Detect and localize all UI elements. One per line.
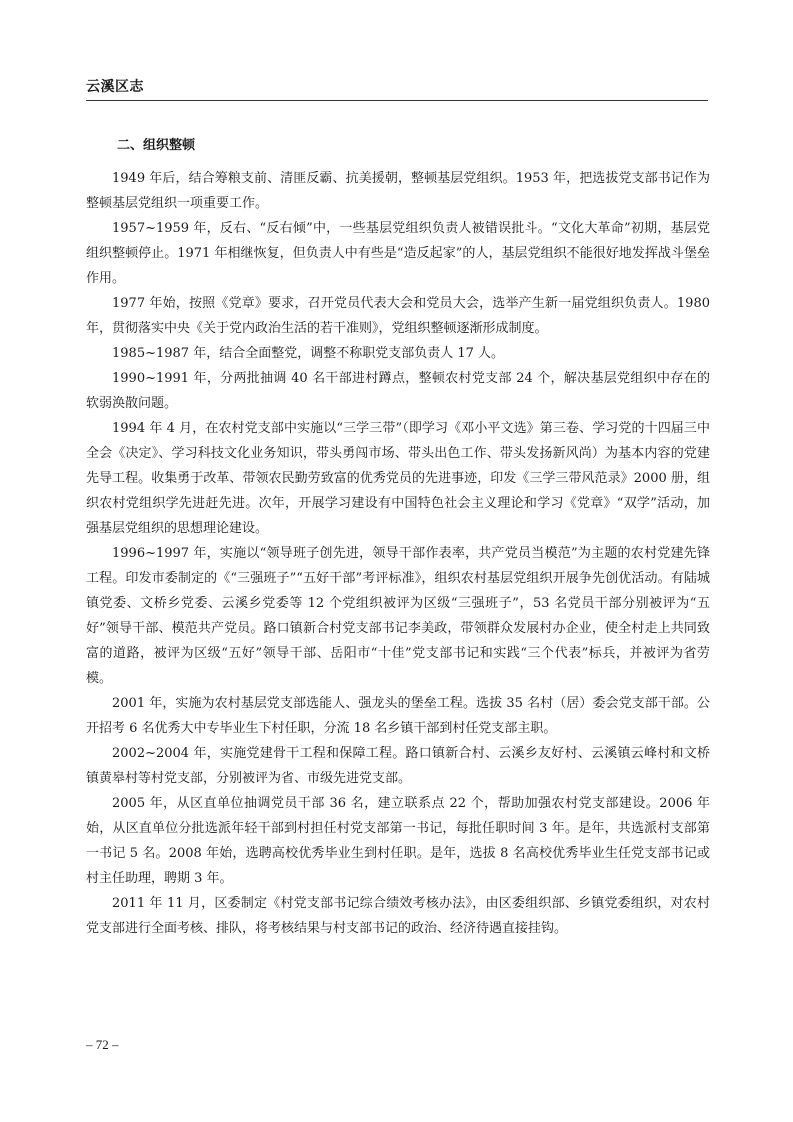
paragraph: 1949 年后，结合筹粮支前、清匪反霸、抗美援朝，整顿基层党组织。1953 年，把选拔党支部书记作为整顿基层党组织一项重要工作。: [86, 171, 710, 211]
paragraph: 2005 年，从区直单位抽调党员干部 36 名，建立联系点 22 个，帮助加强农村党支部建设。2006 年始，从区直单位分批选派年轻干部到村担任村党支部第一书记，每批任职时间 3 年。是年，共选派村支部第一书记 5 名。2008 年始，选聘高校优秀毕业生到村任职。是年，选拔 8 名高校优秀毕业生任党支部书记或村主任助理，聘期 3 年。: [86, 796, 710, 886]
paragraph: 1957~1959 年，反右、“反右倾”中，一些基层党组织负责人被错误批斗。“文化大革命”初期，基层党组织整顿停止。1971 年相继恢复，但负责人中有些是“造反起家”的人，基层党组织不能很好地发挥战斗堡垒作用。: [86, 221, 710, 286]
paragraph: 1977 年始，按照《党章》要求，召开党员代表大会和党员大会，选举产生新一届党组织负责人。1980 年，贯彻落实中央《关于党内政治生活的若干准则》，党组织整顿逐渐形成制度。: [86, 296, 710, 336]
running-head-title: 云溪区志: [86, 79, 144, 95]
paragraph: 1994 年 4 月，在农村党支部中实施以“三学三带”（即学习《邓小平文选》第三卷、学习党的十四届三中全会《决定》、学习科技文化业务知识，带头勇闯市场、带头出色工作、带头发扬新风尚）为基本内容的党建先导工程。收集勇于改革、带领农民勤劳致富的优秀党员的先进事迹，印发《三学三带风范录》2000 册，组织农村党组织学先进赶先进。次年，开展学习建设有中国特色社会主义理论和学习《党章》“双学”活动，加强基层党组织的思想理论建设。: [86, 421, 710, 536]
paragraph: 1985~1987 年，结合全面整党，调整不称职党支部负责人 17 人。: [112, 346, 504, 361]
section-title: 二、组织整顿: [117, 138, 196, 153]
paragraph: 1990~1991 年，分两批抽调 40 名干部进村蹲点，整顿农村党支部 24 个，解决基层党组织中存在的软弱涣散问题。: [86, 371, 710, 411]
paragraph: 2001 年，实施为农村基层党支部选能人、强龙头的堡垒工程。选拔 35 名村（居）委会党支部干部。公开招考 6 名优秀大中专毕业生下村任职，分流 18 名乡镇干部到村任党支部主职。: [86, 696, 710, 736]
paragraph: 1996~1997 年，实施以“领导班子创先进，领导干部作表率，共产党员当模范”为主题的农村党建先锋工程。印发市委制定的《“三强班子”“五好干部”考评标准》，组织农村基层党组织开展争先创优活动。有陆城镇党委、文桥乡党委、云溪乡党委等 12 个党组织被评为区级“三强班子”，53 名党员干部分别被评为“五好”领导干部、模范共产党员。路口镇新合村党支部书记李美政，带领群众发展村办企业，使全村走上共同致富的道路，被评为区级“五好”领导干部、岳阳市“十佳”党支部书记和实践“三个代表”标兵，并被评为省劳模。: [86, 546, 710, 686]
body-text: [86, 166, 710, 941]
page-number: – 72 –: [86, 1037, 119, 1052]
paragraph: 2011 年 11 月，区委制定《村党支部书记综合绩效考核办法》，由区委组织部、乡镇党委组织，对农村党支部进行全面考核、排队，将考核结果与村支部书记的政治、经济待遇直接挂钩。: [86, 896, 710, 936]
paragraph: 2002~2004 年，实施党建骨干工程和保障工程。路口镇新合村、云溪乡友好村、云溪镇云峰村和文桥镇黄皋村等村党支部，分别被评为省、市级先进党支部。: [86, 746, 710, 786]
header-rule: [86, 100, 708, 101]
